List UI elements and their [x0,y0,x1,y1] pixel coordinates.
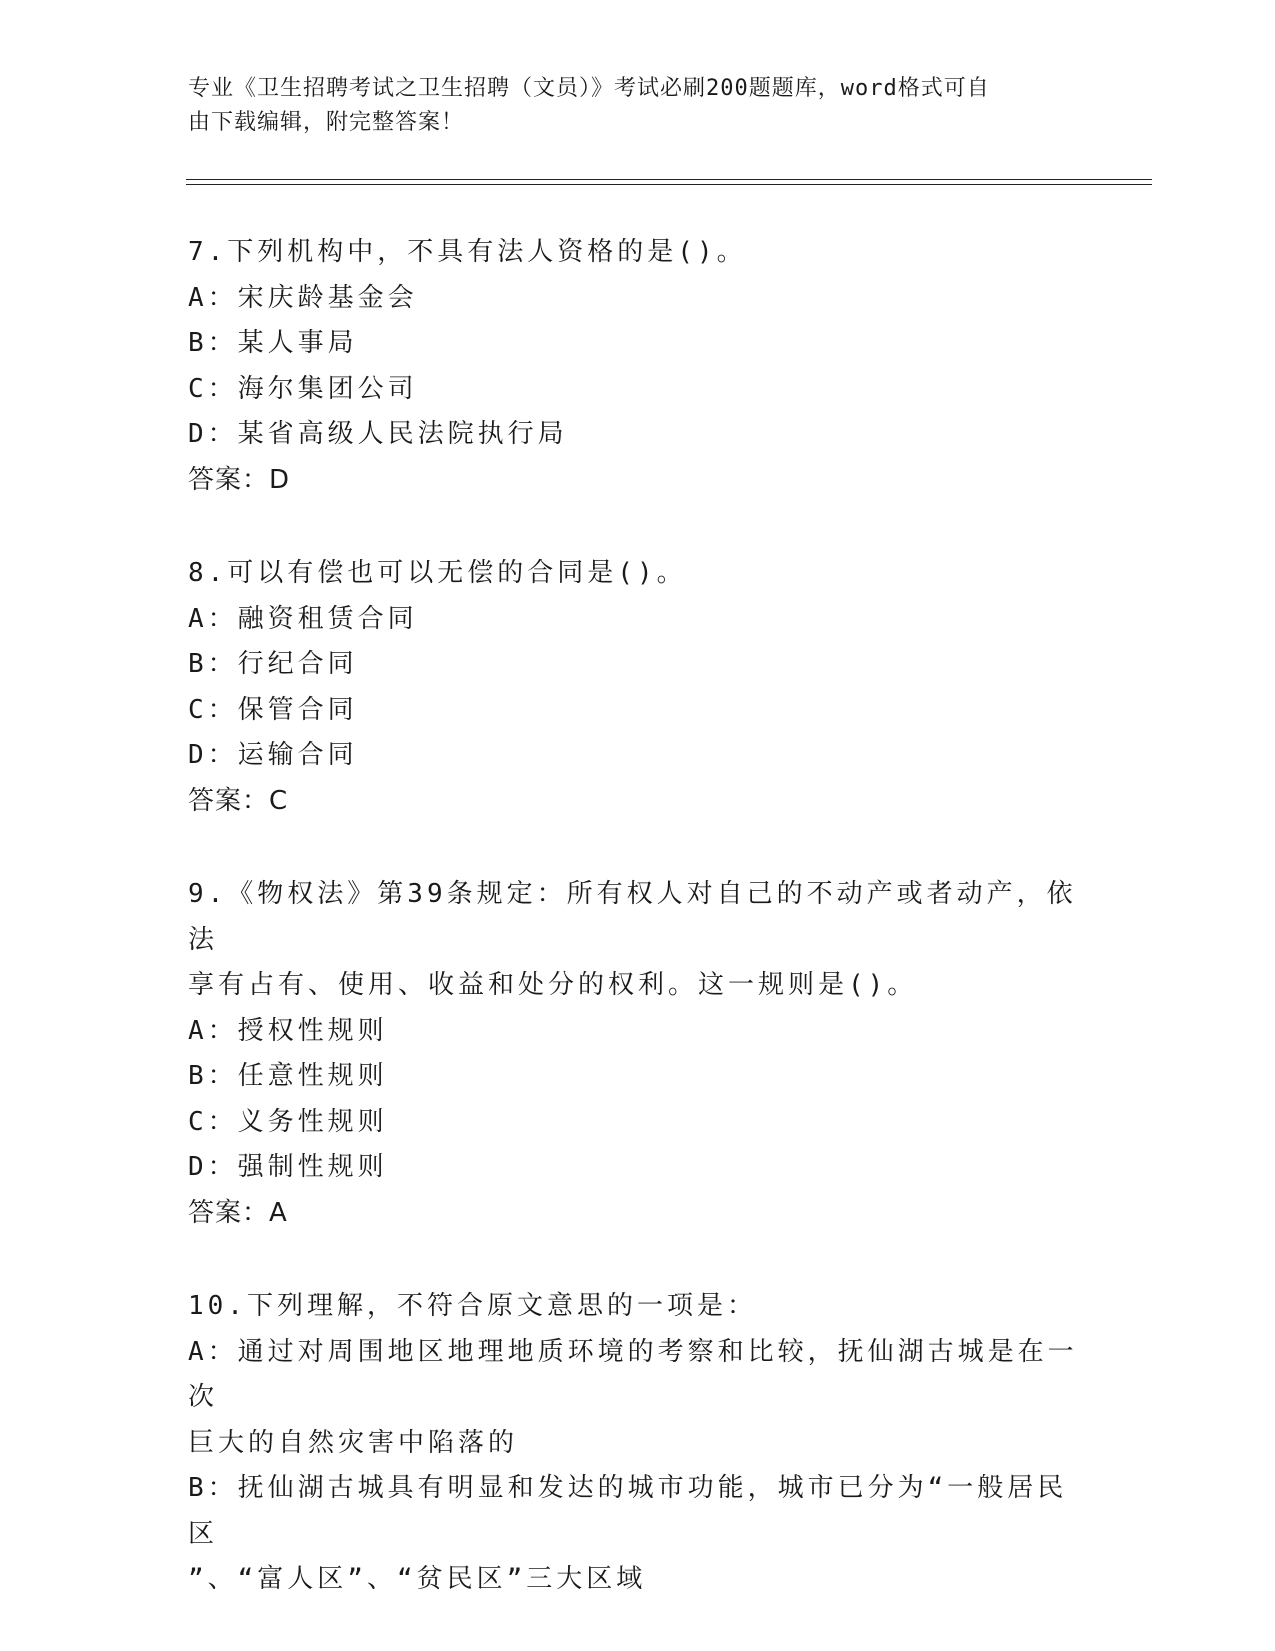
question-stem: 9.《物权法》第39条规定：所有权人对自己的不动产或者动产，依法 [188,879,1077,955]
document-header [188,72,1068,140]
header-line-2: 由下载编辑，附完整答案！ [188,110,465,135]
answer: 答案：C [188,785,289,816]
option-b: B：某人事局 [188,328,358,358]
header-line-1: 专业《卫生招聘考试之卫生招聘（文员）》考试必刷200题题库，word格式可自 [188,76,990,101]
question-stem: 10.下列理解，不符合原文意思的一项是： [188,1291,757,1321]
option-c: C：保管合同 [188,694,358,725]
option-a: A：融资租赁合同 [188,603,418,634]
question-stem: 7.下列机构中，不具有法人资格的是()。 [188,237,747,267]
option-d: D：某省高级人民法院执行局 [188,419,568,449]
option-b: B：抚仙湖古城具有明显和发达的城市功能，城市已分为“一般居民区 [188,1473,1068,1549]
question-7 [188,230,1088,503]
header-divider-bottom [186,184,1152,185]
option-d: D：强制性规则 [188,1152,388,1182]
answer: 答案：A [188,1197,288,1228]
option-d: D：运输合同 [188,740,358,770]
option-b: B：行纪合同 [188,649,358,679]
question-stem-continued: 享有占有、使用、收益和处分的权利。这一规则是()。 [188,970,918,1000]
question-10 [188,1284,1088,1603]
header-divider-top [186,179,1152,180]
option-b-continued: ”、“富人区”、“贫民区”三大区域 [188,1564,647,1594]
answer: 答案：D [188,464,291,495]
question-8 [188,551,1088,824]
option-a-continued: 巨大的自然灾害中陷落的 [188,1427,519,1458]
question-stem: 8.可以有偿也可以无偿的合同是()。 [188,558,687,588]
option-c: C：义务性规则 [188,1106,388,1137]
option-a: A：授权性规则 [188,1015,388,1046]
option-a: A：通过对周围地区地理地质环境的考察和比较，抚仙湖古城是在一次 [188,1336,1078,1412]
question-9 [188,872,1088,1236]
option-c: C：海尔集团公司 [188,373,418,404]
option-a: A：宋庆龄基金会 [188,282,418,313]
option-b: B：任意性规则 [188,1061,388,1091]
question-list [188,230,1088,1651]
